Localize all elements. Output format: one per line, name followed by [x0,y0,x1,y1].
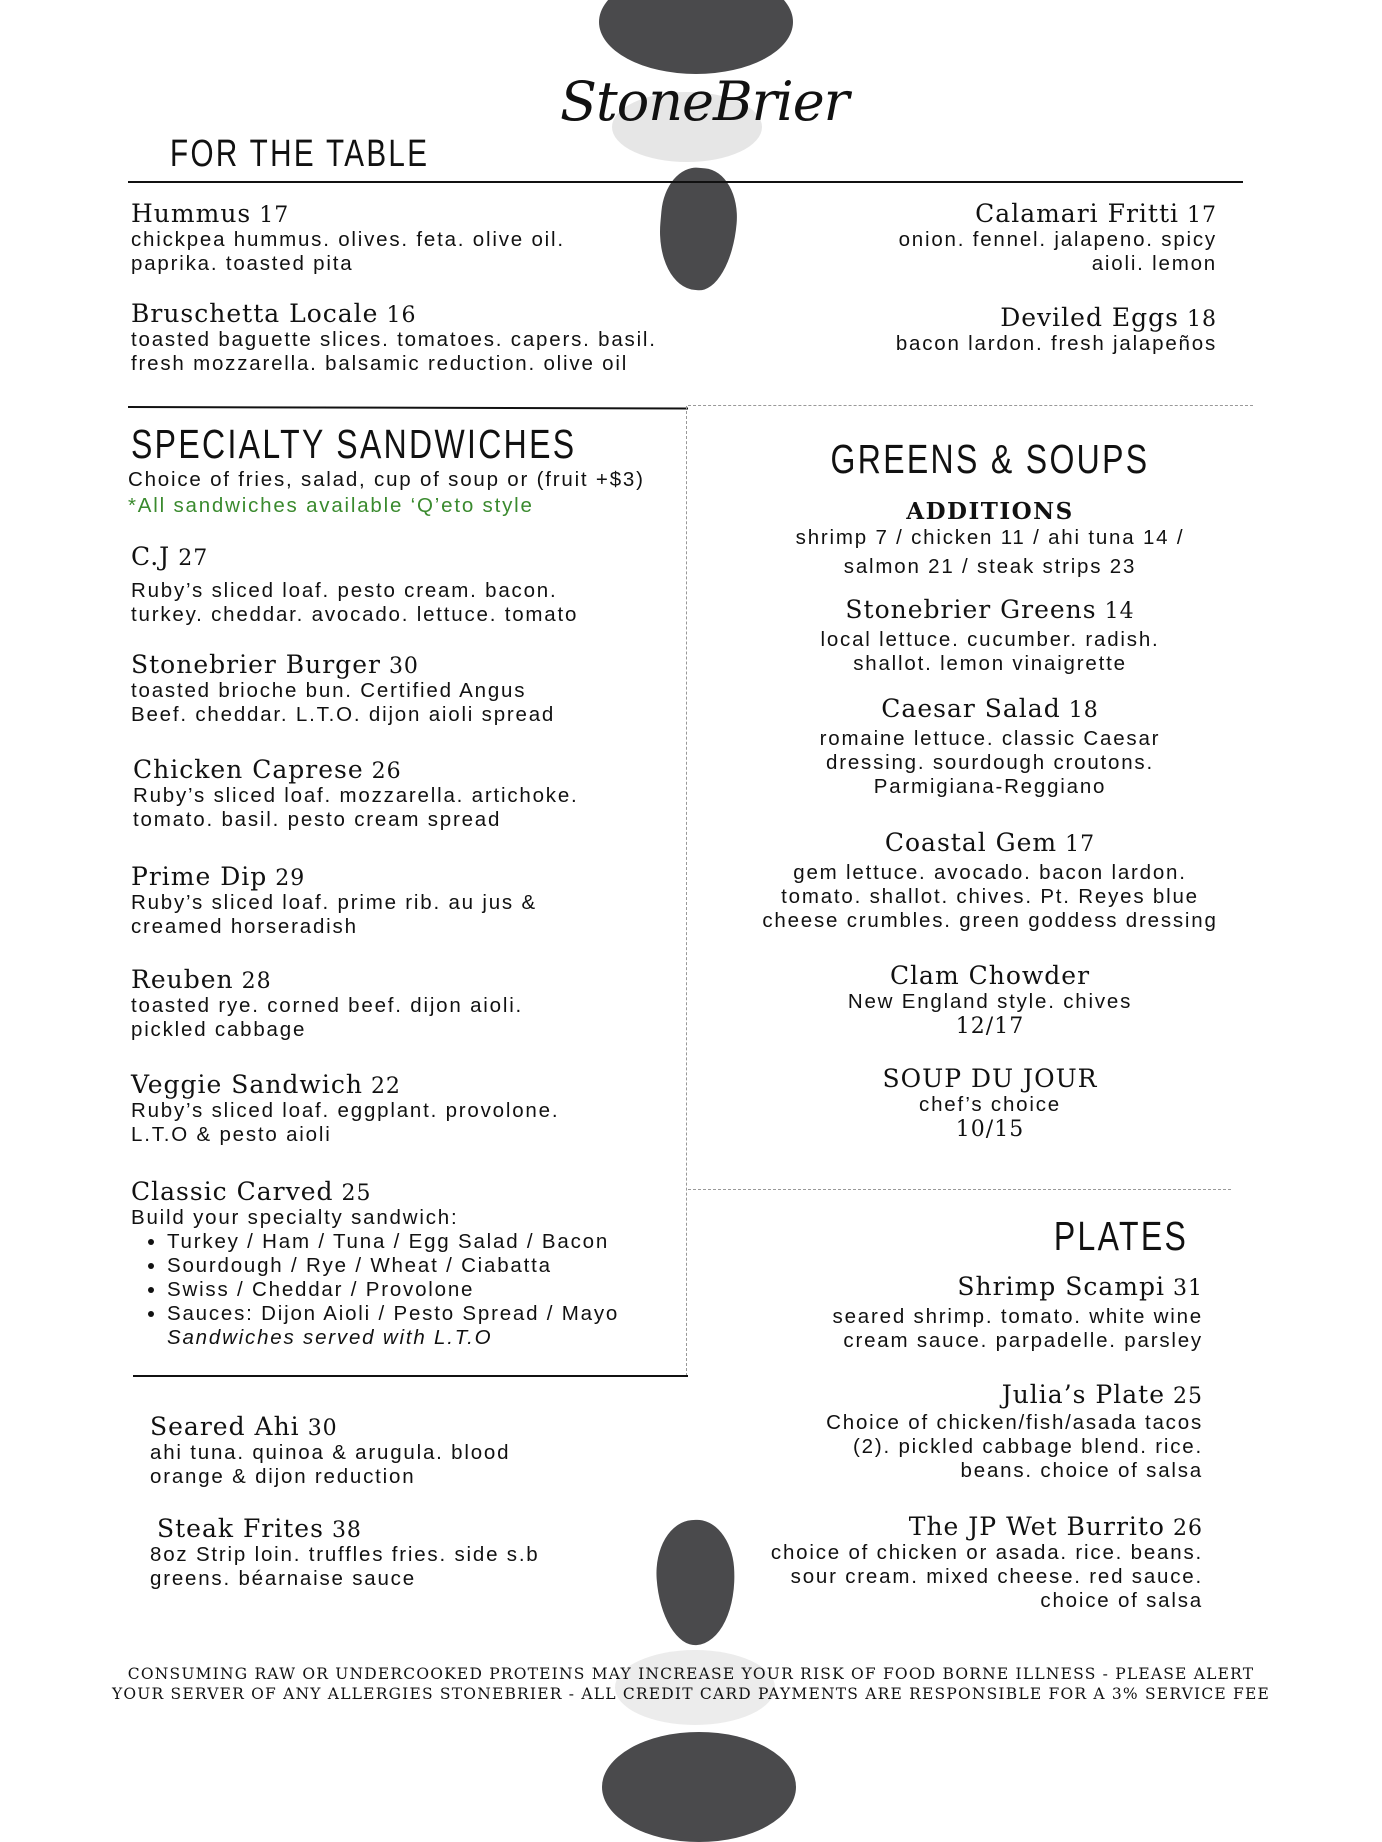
decorative-stone-lower [653,1517,740,1647]
dish-description: ahi tuna. quinoa & arugula. blood orange & dijon reduction [150,1441,511,1488]
dish-description: toasted rye. corned beef. dijon aioli. pickled cabbage [131,994,524,1041]
divider-dashed-vertical [686,406,687,1376]
dish-name: Seared Ahi 30 [150,1412,338,1441]
list-item: • Swiss / Cheddar / Provolone [167,1278,619,1302]
dish-name: Chicken Caprese 26 [133,755,402,784]
dish-description: Ruby’s sliced loaf. prime rib. au jus & creamed horseradish [131,891,537,938]
menu-item-clam-chowder [740,961,1240,1039]
menu-item-reuben [131,965,523,1042]
logo: StoneBrier [560,70,849,133]
section-heading-greens: GREENS & SOUPS [830,436,1150,482]
footer-line-1: CONSUMING RAW OR UNDERCOOKED PROTEINS MAY INCREASE YOUR RISK OF FOOD BORNE ILLNESS - PLEASE ALERT [127,1665,1255,1683]
dish-name: Prime Dip 29 [131,862,306,891]
dish-name: C.J 27 [131,542,209,571]
menu-item-jp-wet-burrito [771,1512,1203,1613]
dish-name: Julia’s Plate 25 [1001,1380,1203,1409]
menu-item-stonebrier-burger [131,650,555,727]
menu-item-classic-carved [131,1177,619,1350]
dish-name: Clam Chowder [889,961,1091,990]
dish-name: Veggie Sandwich 22 [131,1070,401,1099]
additions-list: shrimp 7 / chicken 11 / ahi tuna 14 / salmon 21 / steak strips 23 [795,526,1185,578]
dish-name: Shrimp Scampi 31 [957,1272,1203,1301]
list-item: • Sauces: Dijon Aioli / Pesto Spread / Mayo [167,1302,619,1326]
menu-item-steak-frites [150,1514,540,1591]
menu-item-cj [131,542,578,627]
dish-price: 12/17 [955,1014,1025,1039]
dish-description: gem lettuce. avocado. bacon lardon. tomato. shallot. chives. Pt. Reyes blue cheese crumbles. green goddess dressing [762,861,1218,932]
dish-name: Bruschetta Locale 16 [131,299,417,328]
greens-column [740,436,1240,483]
divider-sandwiches-top [128,406,688,409]
classic-carved-footnote: Sandwiches served with L.T.O [167,1326,493,1349]
dish-price: 10/15 [955,1117,1025,1142]
dish-name: Hummus 17 [131,199,290,228]
divider-dashed-upper [688,405,1253,406]
dish-name: SOUP DU JOUR [882,1064,1098,1093]
dish-description: Ruby’s sliced loaf. pesto cream. bacon. turkey. cheddar. avocado. lettuce. tomato [131,579,579,626]
divider-sandwiches-bottom [133,1375,688,1377]
divider-top [128,181,1243,183]
footer-disclaimer [60,1664,1322,1704]
dish-name: Stonebrier Burger 30 [131,650,419,679]
section-heading-sandwiches: SPECIALTY SANDWICHES [131,421,577,467]
menu-item-shrimp-scampi [833,1272,1203,1353]
dish-name: The JP Wet Burrito 26 [908,1512,1203,1541]
additions-title: ADDITIONS [906,498,1074,525]
menu-item-deviled-eggs [896,303,1217,356]
divider-dashed-plates [688,1189,1231,1190]
footer-line-2: YOUR SERVER OF ANY ALLERGIES STONEBRIER - ALL CREDIT CARD PAYMENTS ARE RESPONSIBLE FOR A 3% SERVICE FEE [111,1685,1271,1703]
section-heading-plates: PLATES [1053,1213,1188,1259]
dish-name: Deviled Eggs 18 [1000,303,1217,332]
menu-item-hummus [131,199,565,276]
section-heading-for-the-table: FOR THE TABLE [170,133,430,175]
dish-description: Ruby’s sliced loaf. eggplant. provolone. L.T.O & pesto aioli [131,1099,560,1146]
dish-description: 8oz Strip loin. truffles fries. side s.b greens. béarnaise sauce [150,1543,540,1590]
dish-description: chickpea hummus. olives. feta. olive oil. paprika. toasted pita [131,228,565,275]
menu-item-stonebrier-greens [740,595,1240,676]
menu-item-calamari [899,199,1217,276]
sandwiches-subtitle: Choice of fries, salad, cup of soup or (fruit +$3) [128,468,645,491]
menu-item-caesar-salad [740,694,1240,799]
sandwiches-keto-note: *All sandwiches available ‘Q’eto style [128,494,534,517]
classic-carved-intro: Build your specialty sandwich: [131,1206,459,1229]
dish-description: chef’s choice [919,1093,1061,1116]
dish-description: Ruby’s sliced loaf. mozzarella. artichoke. tomato. basil. pesto cream spread [133,784,579,831]
list-item: • Turkey / Ham / Tuna / Egg Salad / Bacon [167,1230,619,1254]
menu-item-julias-plate [826,1380,1203,1483]
dish-description: local lettuce. cucumber. radish. shallot. lemon vinaigrette [820,628,1160,675]
dish-description: toasted baguette slices. tomatoes. capers. basil. fresh mozzarella. balsamic reduction. olive oil [131,328,657,375]
menu-item-veggie-sandwich [131,1070,559,1147]
dish-description: seared shrimp. tomato. white wine cream sauce. parpadelle. parsley [832,1305,1203,1352]
decorative-stone-bottom [602,1732,796,1842]
menu-item-soup-du-jour [740,1064,1240,1142]
classic-carved-options [131,1230,619,1326]
dish-description: Choice of chicken/fish/asada tacos (2). pickled cabbage blend. rice. beans. choice of salsa [826,1411,1203,1482]
dish-description: romaine lettuce. classic Caesar dressing. sourdough croutons. Parmigiana-Reggiano [819,727,1161,798]
decorative-stone-upper [655,165,741,293]
dish-name: Reuben 28 [131,965,272,994]
dish-name: Caesar Salad 18 [881,694,1099,723]
dish-name: Stonebrier Greens 14 [845,595,1135,624]
menu-item-prime-dip [131,862,537,939]
dish-description: onion. fennel. jalapeno. spicy aioli. lemon [898,228,1217,275]
dish-description: toasted brioche bun. Certified Angus Beef. cheddar. L.T.O. dijon aioli spread [131,679,556,726]
dish-description: choice of chicken or asada. rice. beans. sour cream. mixed cheese. red sauce. choice of salsa [770,1541,1203,1612]
dish-name: Steak Frites 38 [157,1514,362,1543]
dish-name: Calamari Fritti 17 [975,199,1217,228]
menu-item-seared-ahi [150,1412,510,1489]
decorative-stone-top [599,0,793,74]
dish-description: New England style. chives [847,990,1133,1013]
menu-item-chicken-caprese [133,755,579,832]
list-item: • Sourdough / Rye / Wheat / Ciabatta [167,1254,619,1278]
dish-name: Classic Carved 25 [131,1177,372,1206]
dish-name: Coastal Gem 17 [884,828,1096,857]
menu-item-bruschetta [131,299,657,376]
menu-item-coastal-gem [740,828,1240,933]
dish-description: bacon lardon. fresh jalapeños [895,332,1217,355]
